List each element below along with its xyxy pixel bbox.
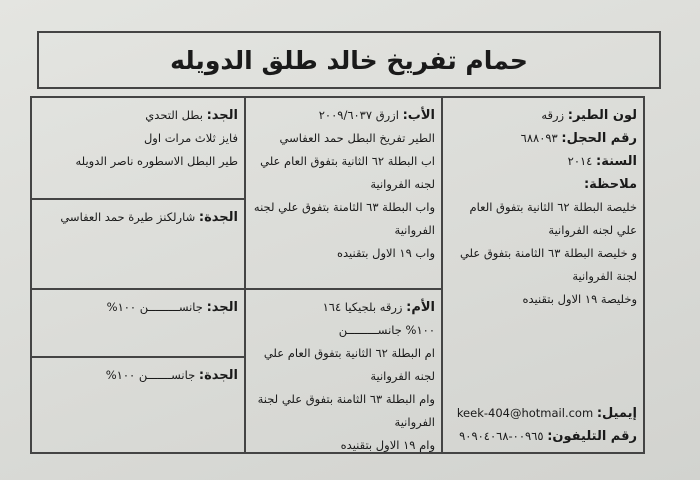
mother-line: وام البطلة ٦٣ الثامنة بتفوق علي لجنة الفروانية <box>257 392 435 429</box>
paternal-grandfather-label: الجد: <box>206 108 238 123</box>
maternal-grandmother-row <box>38 364 238 387</box>
mother-line: ام البطلة ٦٢ الثانية بتفوق العام علي لجنه الفروانية <box>263 346 435 383</box>
year-value: ٢٠١٤ <box>567 154 593 168</box>
paternal-grandfather-value: بطل التحدي <box>145 108 203 122</box>
father-cell <box>246 98 441 288</box>
paternal-grandfather-line: طير البطل الاسطوره ناصر الدويله <box>75 154 238 168</box>
father-value: ازرق ٢٠٠٩/٦٠٣٧ <box>318 108 399 122</box>
ring-label: رقم الحجل: <box>561 131 637 146</box>
email-label: إيميل: <box>596 406 637 421</box>
father-line: الطير تفريخ البطل حمد العفاسي <box>279 131 435 145</box>
mother-label: الأم: <box>406 300 435 315</box>
title-box <box>37 31 661 89</box>
paternal-grandmother-row <box>38 206 238 229</box>
maternal-grandfather-label: الجد: <box>206 300 238 315</box>
email-value: keek-404@hotmail.com <box>456 406 594 420</box>
color-row <box>449 104 637 127</box>
parents-column <box>244 98 441 452</box>
year-label: السنة: <box>596 154 637 169</box>
email-row <box>449 402 637 425</box>
phone-label: رقم التليفون: <box>547 429 637 444</box>
maternal-grandmother-cell <box>32 356 244 452</box>
notes-row <box>449 173 637 196</box>
mother-row <box>252 296 435 319</box>
bird-info-column <box>441 98 643 452</box>
bird-info-cell <box>443 98 643 452</box>
mother-line: وام ١٩ الاول بتقنيده <box>340 438 435 452</box>
mother-line: ١٠٠% جانســـــــــن <box>338 323 435 337</box>
page-title: حمام تفريخ خالد طلق الدويله <box>170 45 528 75</box>
mother-cell <box>246 288 441 452</box>
paternal-grandmother-value: شارلكنز طيرة حمد العفاسي <box>60 210 196 224</box>
father-line: اب البطلة ٦٢ الثانية بتفوق العام علي لجنه الفروانية <box>260 154 435 191</box>
year-row <box>449 150 637 173</box>
mother-value: زرقه بلجيكيا ١٦٤ <box>322 300 403 314</box>
father-line: واب ١٩ الاول بتقنيده <box>336 246 435 260</box>
paternal-grandfather-row <box>38 104 238 127</box>
father-row <box>252 104 435 127</box>
maternal-grandmother-label: الجدة: <box>198 368 238 383</box>
color-label: لون الطير: <box>567 108 637 123</box>
ring-row <box>449 127 637 150</box>
maternal-grandfather-row <box>38 296 238 319</box>
phone-value: ٠٠٩٦٥-٩٠٩٠٤٠٦٨ <box>459 429 544 443</box>
note-line: و خليصة البطلة ٦٣ الثامنة بتفوق علي لجنة الفروانية <box>459 246 637 283</box>
note-line: وخليصة ١٩ الاول بتقنيده <box>522 292 637 306</box>
father-line: واب البطلة ٦٣ الثامنة بتفوق علي لجنه الفروانية <box>253 200 435 237</box>
paternal-grandfather-line: فايز ثلاث مرات اول <box>143 131 238 145</box>
color-value: زرقه <box>541 108 565 122</box>
maternal-grandfather-value: جانســـــــــن ١٠٠% <box>106 300 203 314</box>
paternal-grandmother-cell <box>32 198 244 288</box>
note-line: خليصة البطلة ٦٢ الثانية بتفوق العام علي لجنه الفروانية <box>469 200 637 237</box>
maternal-grandmother-value: جانســـــــن ١٠٠% <box>105 368 196 382</box>
contact-block <box>449 402 637 448</box>
ring-value: ٦٨٨٠٩٣ <box>520 131 558 145</box>
maternal-grandfather-cell <box>32 288 244 356</box>
paternal-grandfather-cell <box>32 98 244 198</box>
grandparents-column <box>32 98 244 452</box>
paternal-grandmother-label: الجدة: <box>198 210 238 225</box>
phone-row <box>449 425 637 448</box>
pedigree-grid <box>30 96 645 454</box>
notes-label: ملاحظة: <box>583 177 637 192</box>
father-label: الأب: <box>402 108 435 123</box>
